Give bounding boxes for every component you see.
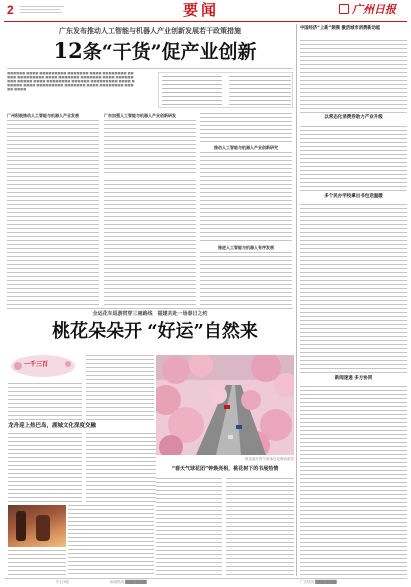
feature-headline-b: “好运”自然来	[147, 321, 258, 342]
feature-kicker: 全运花车巡游贯穿三南路线 福建共赴一场春日之约	[92, 311, 208, 317]
right-rule-1	[300, 112, 407, 113]
feature-photo-caption: 桃花盛开时节游客在花海间游览	[245, 457, 294, 461]
feature-subhead-a: 龙舟迎上热巴岛，湖城文化深度交融	[8, 423, 97, 429]
date-info	[20, 4, 70, 15]
lead-sidebar-box	[158, 72, 293, 108]
lead-bottom-rule	[7, 308, 293, 309]
column-divider	[296, 24, 297, 576]
feature-right-text-a	[156, 478, 222, 575]
feature-photo-small	[8, 505, 66, 547]
footer-mid: 新闻热线 ████████	[110, 580, 147, 584]
headline-number: 12	[53, 38, 83, 63]
lead-intro: ■■■■■■ ■■■■ ■■■■■■■■■ ■■■■■■■ ■■■■ ■■■■■■■■ ■■■■■ ■■■■■■■■■ ■■■■ ■■■■■■■ ■■■■■■■ ■■■■ ■■■■■■■■■ ■■■■■ ■■■■ ■■■■■■■■ ■■■■■■ ■■■■■■■■■ ■■■■ ■■■■■■ ■■■■ ■■■■■■■■■ ■■■■■■■ ■■■■ ■■■■■■■■ ■■■■■ ■■■■	[7, 71, 135, 91]
feature-headline-a: 桃花朵朵开	[52, 321, 143, 342]
section-title: 要闻	[183, 1, 220, 19]
feature-badge-text: 一千三百	[24, 361, 49, 368]
feature-left-text-2	[8, 433, 82, 503]
feature-subhead-b: “春天气球花团”钟焕亮相，桃花树下的书展热情	[171, 466, 279, 472]
headline-text: 条“干货”促产业创新	[82, 41, 257, 63]
lead-col-3c	[200, 252, 292, 305]
newspaper-logo: 广州日报	[352, 3, 396, 16]
right-rule-2	[300, 190, 407, 191]
lead-kicker: 广东发布推动人工智能与机器人产业创新发展若干政策措施	[59, 27, 241, 35]
right-text-1	[300, 40, 407, 110]
feature-photo-main	[156, 355, 294, 455]
feature-mid-text-1	[86, 355, 154, 420]
lead-col-3b	[200, 152, 292, 242]
peach-blossom-photo-icon	[156, 355, 294, 455]
lead-col-3	[200, 113, 292, 143]
lead-subhead-b: 广东加强人工智能与机器人产业创新研发	[104, 113, 176, 118]
right-headline-3: 多个民办学校拿出书包送温暖	[324, 194, 383, 199]
page-number: 2	[7, 3, 14, 17]
right-headline-4: 新闻速递 多方协同	[334, 376, 373, 381]
lead-headline-rule	[7, 68, 293, 69]
feature-headline	[15, 320, 295, 343]
right-rule-3	[300, 372, 407, 373]
feature-mid-text-2	[86, 433, 156, 503]
lead-subhead-c: 推动人工智能与机器人产业创新研究	[214, 145, 278, 150]
footer-rule	[4, 578, 407, 579]
lead-col-2	[104, 120, 196, 174]
right-text-4	[300, 386, 407, 575]
right-text-3	[300, 204, 407, 369]
feature-left-text-4	[8, 550, 66, 575]
feature-badge	[8, 352, 78, 380]
lead-subhead-d: 推进人工智能与机器人有序发展	[218, 245, 274, 250]
right-text-2	[300, 126, 407, 188]
masthead	[0, 0, 411, 22]
footer-right: 广告热线 ████████	[300, 580, 337, 584]
lead-intro-fade	[7, 71, 135, 111]
right-headline-2: 以常态化消费券助力产业升级	[324, 115, 383, 120]
footer-left: 中日1版	[56, 580, 69, 584]
lead-col-2b	[104, 180, 196, 305]
lead-col-1	[7, 120, 99, 305]
feature-left-text	[8, 383, 82, 420]
feature-right-text-b	[226, 478, 294, 575]
logo-seal	[339, 4, 349, 14]
feature-left-text-3	[68, 505, 154, 575]
masthead-rule	[4, 21, 407, 22]
right-headline-1: 中国经济“上新”频频 激活城市消费新动能	[300, 26, 381, 31]
lead-subhead-a: 广州积极推动人工智能与机器人产业发展	[7, 113, 79, 118]
lead-headline	[20, 38, 290, 65]
